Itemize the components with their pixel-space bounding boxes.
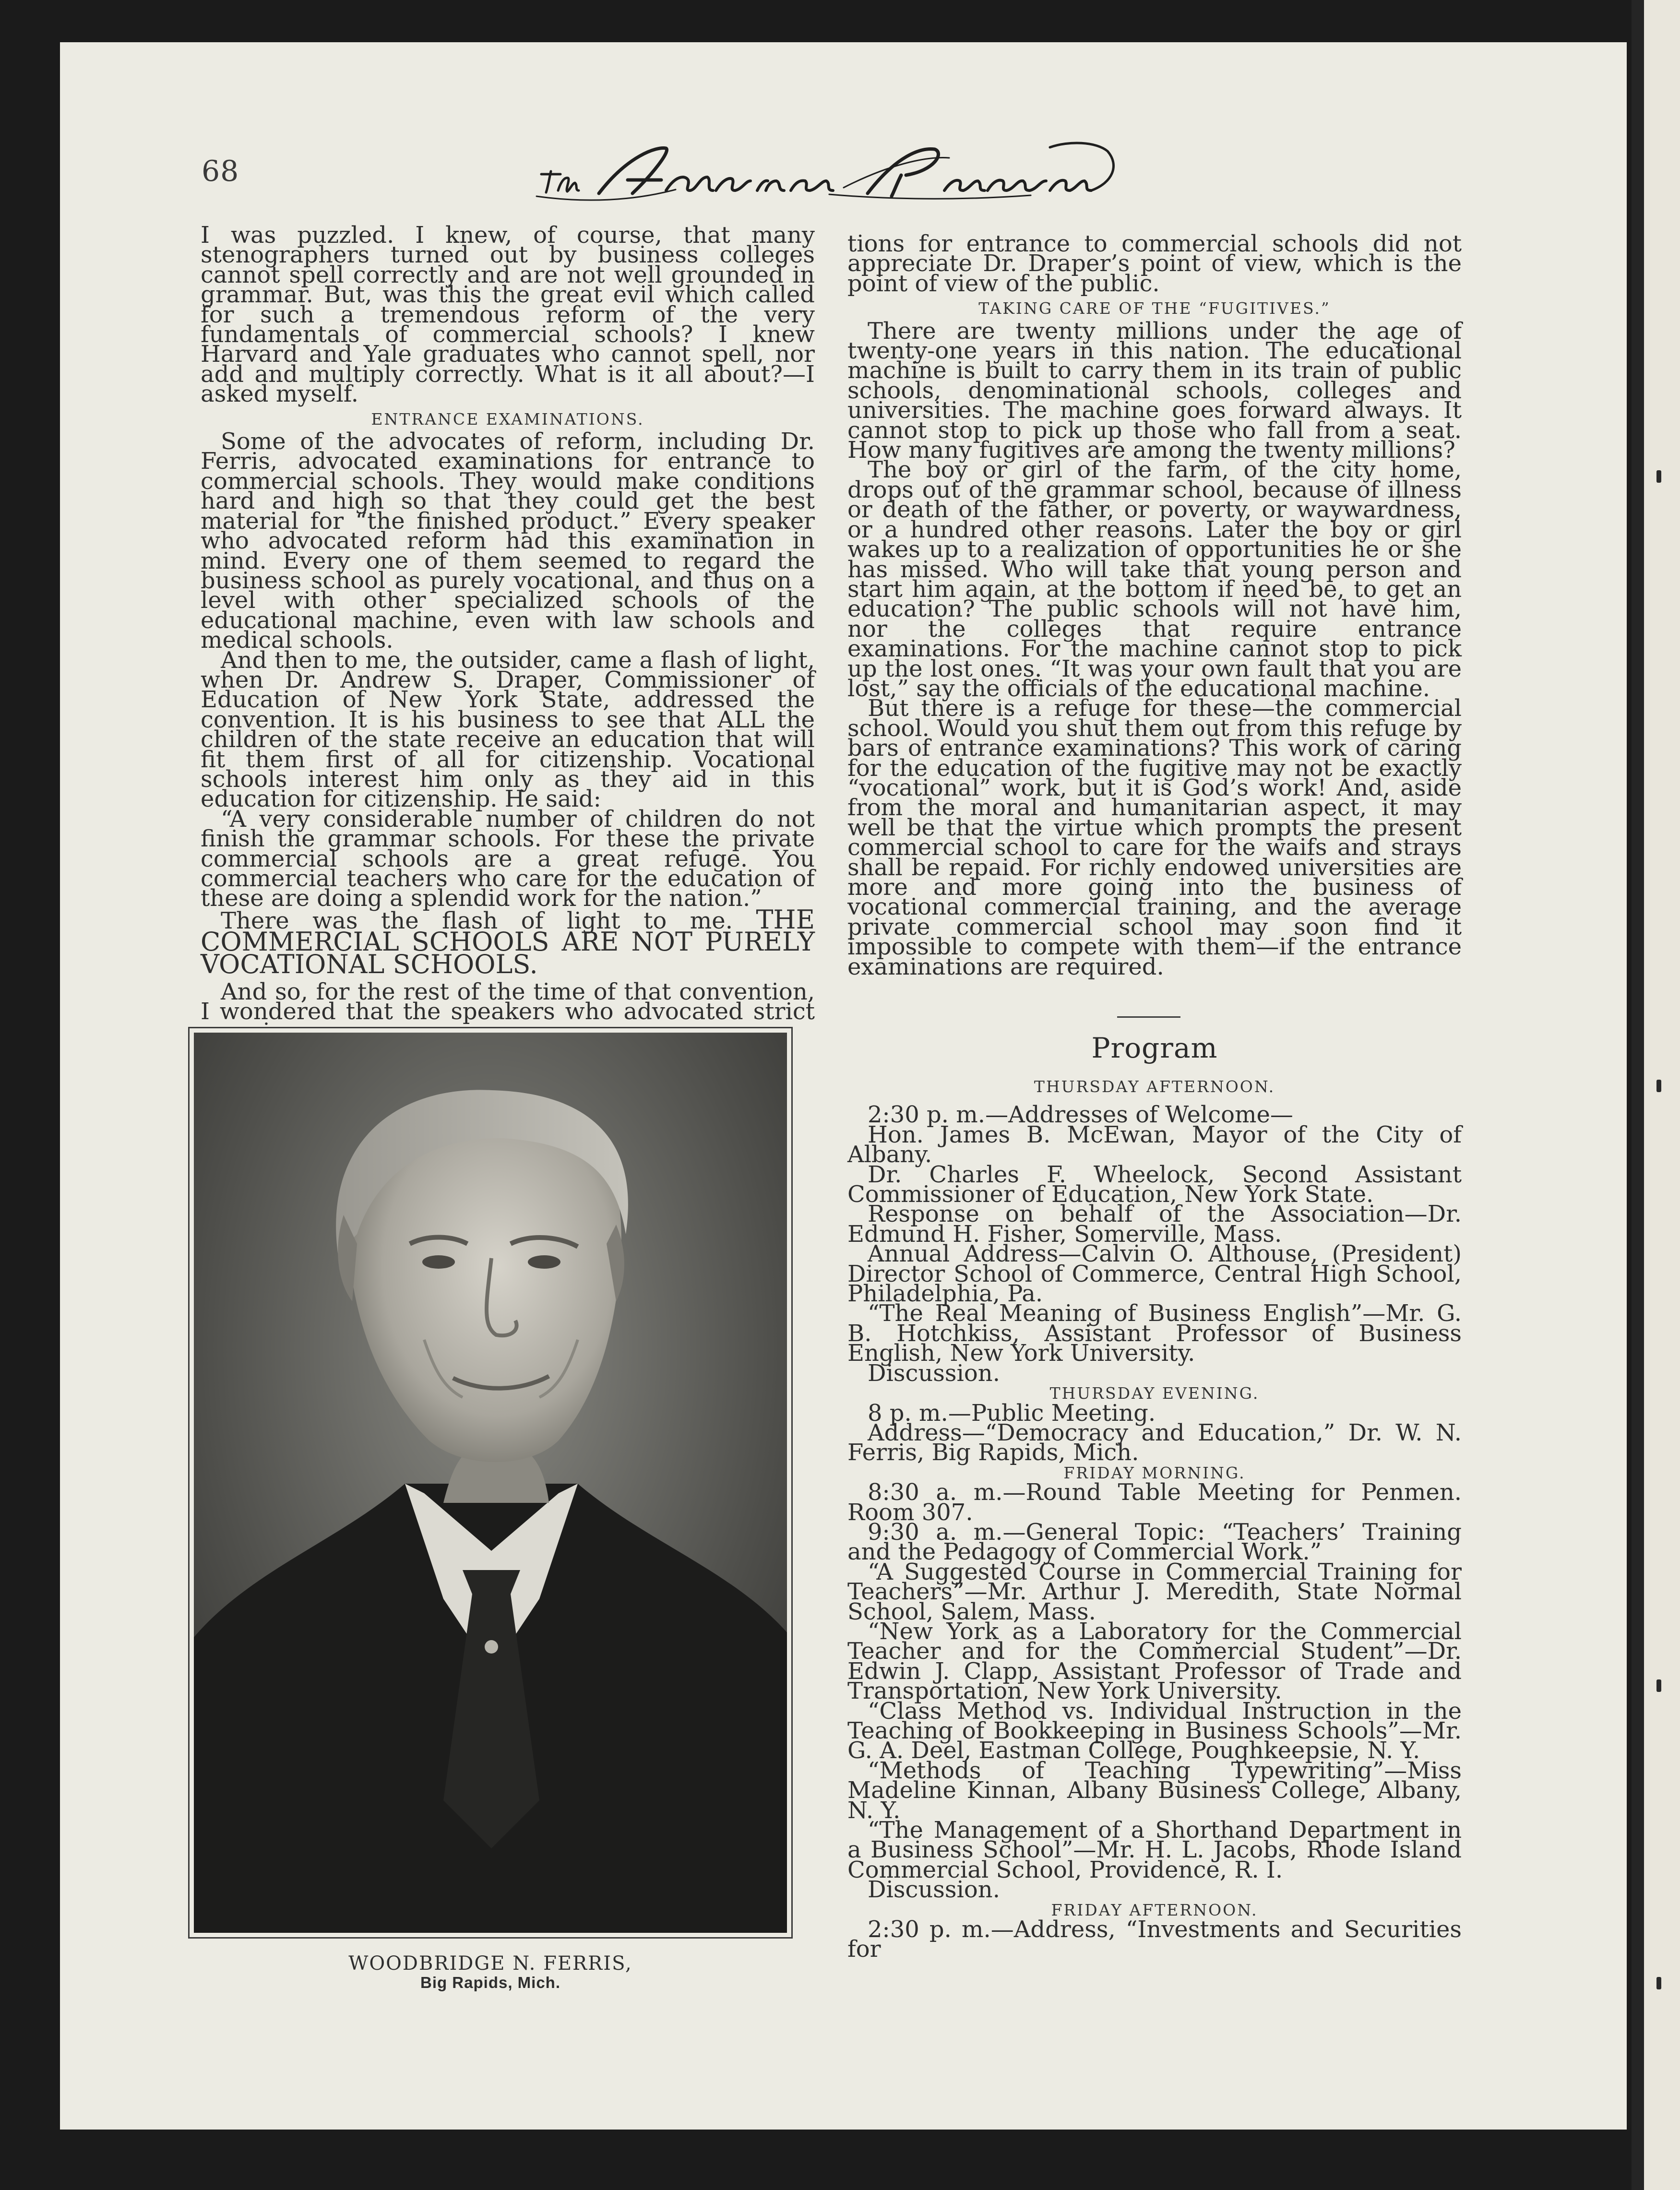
emphasized-statement: THE COMMERCIAL SCHOOLS ARE NOT PURELY VOCATIONAL SCHOOLS.: [201, 904, 815, 979]
program-item: 8:30 a. m.—Round Table Meeting for Penmen. Room 307.: [847, 1479, 1462, 1526]
paragraph-lead: There was the flash of light to me.: [221, 907, 733, 934]
program-item: Annual Address—Calvin O. Althouse, (President) Director School of Commerce, Central High School, Philadelphia, Pa.: [847, 1240, 1462, 1308]
program-item: Discussion.: [868, 1876, 1000, 1904]
session-heading: THURSDAY EVENING.: [1049, 1384, 1260, 1403]
session-heading: THURSDAY AFTERNOON.: [1034, 1077, 1275, 1096]
paragraph: tions for entrance to commercial schools did not appreciate Dr. Draper’s point of view, which is the point of view of the public.: [847, 230, 1462, 297]
program-item: “The Real Meaning of Business English”—Mr. G. B. Hotchkiss, Assistant Professor of Business English, New York University.: [847, 1300, 1462, 1367]
paragraph: And so, for the rest of the time of that convention, I wondered that the speakers who advocated strict: [201, 978, 815, 1025]
masthead-script-icon: [532, 137, 1127, 209]
program-item: Discussion.: [868, 1359, 1000, 1387]
program-item: 9:30 a. m.—General Topic: “Teachers’ Training and the Pedagogy of Commercial Work.”: [847, 1518, 1462, 1566]
program-item: “Class Method vs. Individual Instruction in the Teaching of Bookkeeping in Business Schools”—Mr. G. A. Deel, Eastman College, Poughkeepsie, N. Y.: [847, 1697, 1462, 1764]
session-heading: FRIDAY AFTERNOON.: [1051, 1900, 1258, 1919]
margin-mark: [1656, 1977, 1661, 1989]
program-item: 8 p. m.—Public Meeting.: [868, 1399, 1156, 1427]
program-title: Program: [1091, 1032, 1218, 1064]
program-item: 2:30 p. m.—Addresses of Welcome—: [868, 1101, 1293, 1129]
binding-shadow: [1632, 0, 1644, 2190]
left-text-column: [201, 222, 815, 1042]
caption-name: WOODBRIDGE N. FERRIS,: [348, 1952, 632, 1975]
page-number: 68: [202, 155, 239, 188]
margin-mark: [1656, 1679, 1661, 1692]
paragraph: But there is a refuge for these—the commercial school. Would you shut them out from this refuge by bars of entrance examinations? This work of caring for the education of the fugitive may not be exactly “vocational” work, but it is God’s work! And, aside from the moral and humanitarian aspect, it may well be that the virtue which prompts the present commercial school to care for the waifs and strays shall be repaid. For richly endowed universities are more and more going into the business of vocational commercial training, and the average private commercial school may soon find it impossible to compete with them—if the entrance examinations are required.: [847, 695, 1462, 980]
masthead-logo: [532, 137, 1127, 209]
section-heading: ENTRANCE EXAMINATIONS.: [371, 409, 644, 428]
margin-mark: [1656, 470, 1661, 483]
program-item: “A Suggested Course in Commercial Training for Teachers”—Mr. Arthur J. Meredith, State Normal School, Salem, Mass.: [847, 1558, 1462, 1625]
paragraph: I was puzzled. I knew, of course, that many stenographers turned out by business colleges cannot spell correctly and are not well grounded in grammar. But, was this the great evil which called for such a tremendous reform of the very fundamentals of commercial schools? I knew Harvard and Yale graduates who cannot spell, nor add and multiply correctly. What is it all about?—I asked myself.: [201, 222, 815, 408]
program-item: Hon. James B. McEwan, Mayor of the City of Albany.: [847, 1121, 1462, 1168]
right-text-column: [847, 230, 1462, 980]
program-schedule: [847, 1077, 1462, 1963]
caption-place: Big Rapids, Mich.: [420, 1974, 561, 1991]
program-item: Response on behalf of the Association—Dr. Edmund H. Fisher, Somerville, Mass.: [847, 1201, 1462, 1248]
paragraph: Some of the advocates of reform, including Dr. Ferris, advocated examinations for entrance to commercial schools. They would make conditions hard and high so that they could get the best material for “the finished product.” Every speaker who advocated reform had this examination in mind. Every one of them seemed to regard the business school as purely vocational, and thus on a level with other specialized schools of the educational machine, even with law schools and medical schools.: [201, 428, 815, 654]
program-item: “New York as a Laboratory for the Commercial Teacher and for the Commercial Student”—Dr. Edwin J. Clapp, Assistant Professor of Trade and Transportation, New York University.: [847, 1618, 1462, 1705]
portrait-image: [194, 1033, 787, 1933]
paragraph: [201, 904, 815, 979]
quotation-paragraph: “A very considerable number of children do not finish the grammar schools. For these the private commercial schools are a great refuge. You commercial teachers who care for the education of these are doing a splendid work for the nation.”: [201, 805, 815, 912]
portrait-photo: [188, 1027, 793, 1939]
photo-caption: [188, 1954, 793, 1992]
paragraph: The boy or girl of the farm, of the city home, drops out of the grammar school, because of illness or death of the father, or poverty, or waywardness, or a hundred other reasons. Later the boy or girl wakes up to a realization of opportunities he or she has missed. Who will take that young person and start him again, at the bottom if need be, to get an education? The public schools will not have him, nor the colleges that require entrance examinations. For the machine cannot stop to pick up the lost ones. “It was your own fault that you are lost,” say the officials of the educational machine.: [847, 456, 1462, 702]
program-item: “The Management of a Shorthand Department in a Business School”—Mr. H. L. Jacobs, Rhode Island Commercial School, Providence, R. I.: [847, 1817, 1462, 1883]
program-item: Dr. Charles F. Wheelock, Second Assistant Commissioner of Education, New York State.: [847, 1161, 1462, 1208]
section-heading: TAKING CARE OF THE “FUGITIVES.”: [978, 299, 1331, 318]
session-heading: FRIDAY MORNING.: [1063, 1463, 1246, 1482]
program-item: “Methods of Teaching Typewriting”—Miss Madeline Kinnan, Albany Business College, Albany, N. Y.: [847, 1757, 1462, 1824]
paragraph: And then to me, the outsider, came a flash of light, when Dr. Andrew S. Draper, Commissioner of Education of New York State, addressed the convention. It is his business to see that ALL the children of the state receive an education that will fit them first of all for citizenship. Vocational schools interest him only as they aid in this education for citizenship. He said:: [201, 646, 815, 813]
section-divider: [1117, 1016, 1180, 1018]
adjacent-page-edge: [1632, 0, 1680, 2190]
program-item: 2:30 p. m.—Address, “Investments and Securities for: [847, 1916, 1462, 1963]
paragraph: There are twenty millions under the age of twenty-one years in this nation. The educational machine is built to carry them in its train of public schools, denominational schools, colleges and universities. The machine goes forward always. It cannot stop to pick up those who fall from a seat. How many fugitives are among the twenty millions?: [847, 317, 1462, 464]
program-item: Address—“Democracy and Education,” Dr. W. N. Ferris, Big Rapids, Mich.: [847, 1419, 1462, 1466]
margin-mark: [1656, 1080, 1661, 1092]
